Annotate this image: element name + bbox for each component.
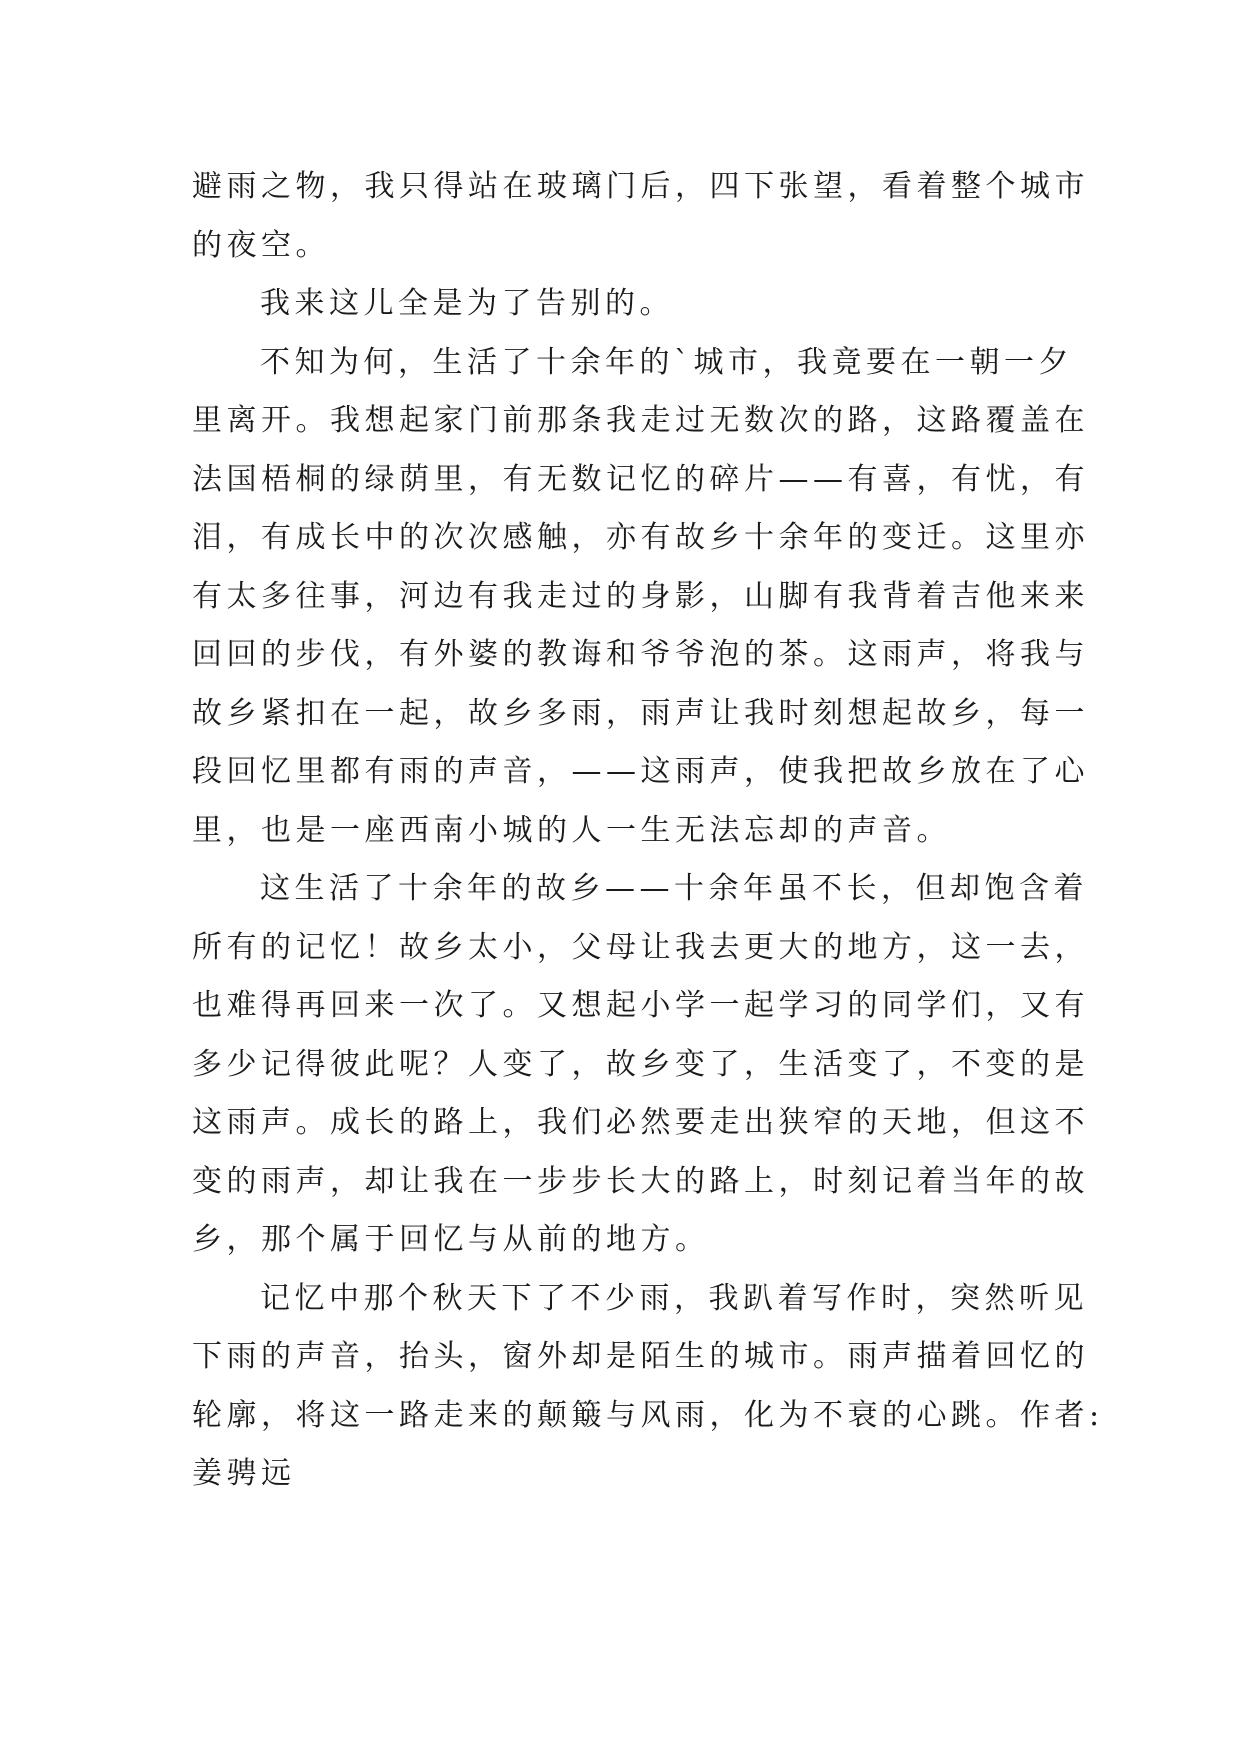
body-text (192, 158, 1104, 1504)
paragraph-first-line: 我来这儿全是为了告别的。 (260, 286, 674, 321)
text-line: 里离开。我想起家门前那条我走过无数次的路，这路覆盖在 (192, 403, 1089, 438)
text-line: 的夜空。 (192, 227, 330, 263)
text-line: 也难得再回来一次了。又想起小学一起学习的同学们，又有 (192, 988, 1089, 1023)
text-line: 有太多往事，河边有我走过的身影，山脚有我背着吉他来来 (192, 578, 1089, 614)
text-line: 下雨的声音，抬头，窗外却是陌生的城市。雨声描着回忆的 (192, 1339, 1089, 1374)
paragraph-first-line: 不知为何，生活了十余年的`城市，我竟要在一朝一夕 (260, 344, 1073, 380)
text-line: 避雨之物，我只得站在玻璃门后，四下张望，看着整个城市 (192, 169, 1089, 204)
paragraph-first-line: 记忆中那个秋天下了不少雨，我趴着写作时，突然听见 (260, 1280, 1088, 1316)
text-line: 这雨声。成长的路上，我们必然要走出狭窄的天地，但这不 (192, 1105, 1089, 1140)
text-line: 多少记得彼此呢？人变了，故乡变了，生活变了，不变的是 (192, 1046, 1089, 1082)
author-name: 姜骋远 (192, 1456, 296, 1491)
text-line: 轮廓，将这一路走来的颠簸与风雨，化为不衰的心跳。作者: (192, 1397, 1104, 1433)
text-line: 乡，那个属于回忆与从前的地方。 (192, 1222, 710, 1257)
text-line: 里，也是一座西南小城的人一生无法忘却的声音。 (192, 812, 951, 848)
text-line: 所有的记忆！故乡太小，父母让我去更大的地方，这一去， (192, 929, 1089, 965)
text-line: 变的雨声，却让我在一步步长大的路上，时刻记着当年的故 (192, 1163, 1089, 1199)
text-line: 回回的步伐，有外婆的教诲和爷爷泡的茶。这雨声，将我与 (192, 637, 1089, 672)
text-line: 故乡紧扣在一起，故乡多雨，雨声让我时刻想起故乡，每一 (192, 695, 1089, 731)
text-line: 段回忆里都有雨的声音，——这雨声，使我把故乡放在了心 (192, 754, 1089, 789)
text-line: 法国梧桐的绿荫里，有无数记忆的碎片——有喜，有忧，有 (192, 461, 1089, 497)
text-line: 泪，有成长中的次次感触，亦有故乡十余年的变迁。这里亦 (192, 520, 1089, 555)
paragraph-first-line: 这生活了十余年的故乡——十余年虽不长，但却饱含着 (260, 871, 1088, 906)
